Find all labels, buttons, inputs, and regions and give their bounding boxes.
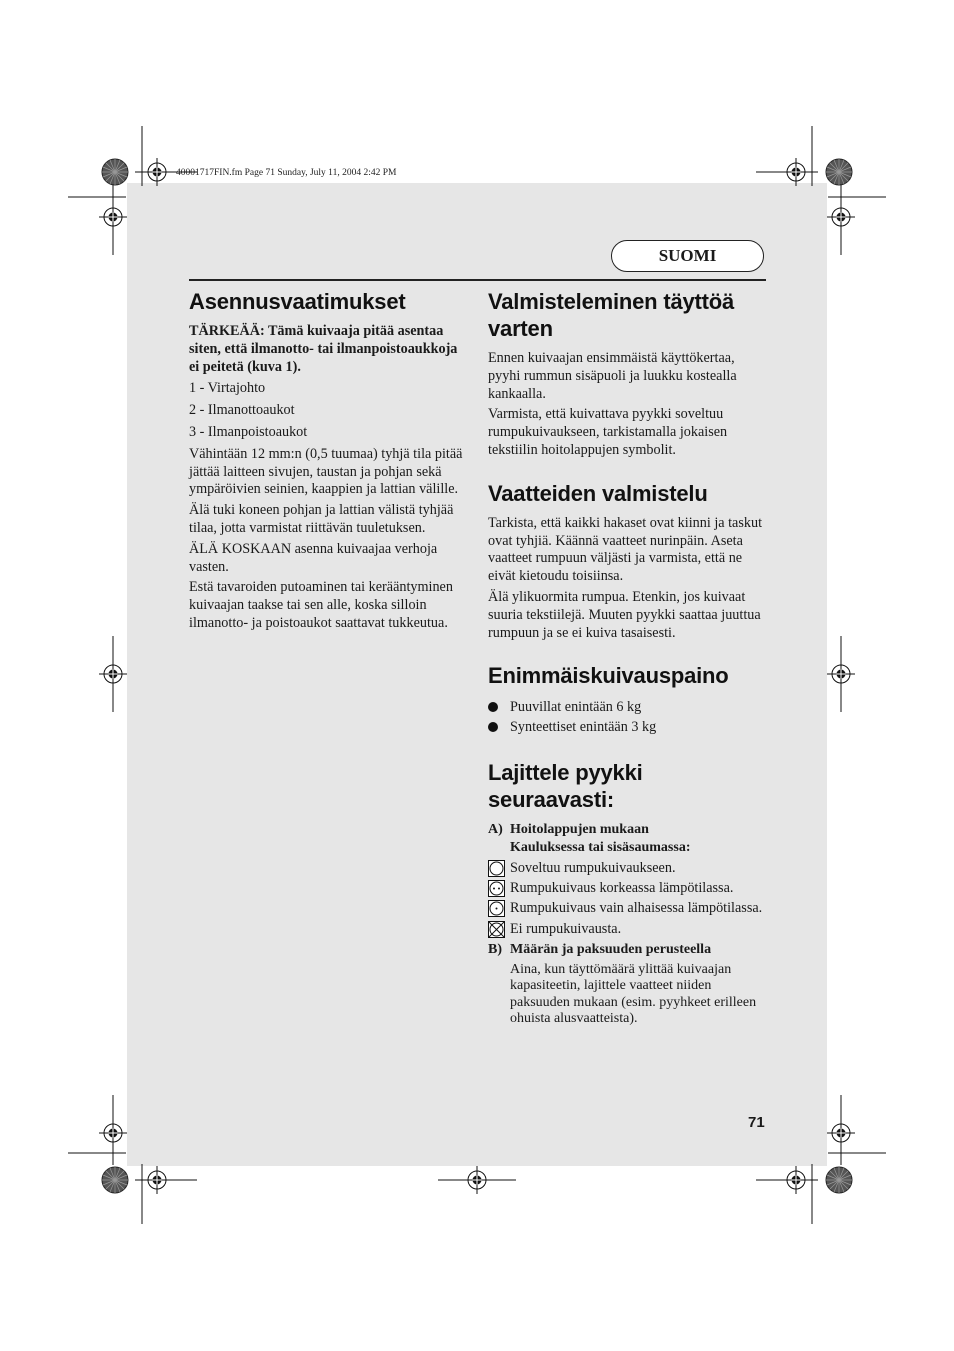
tumble-dry-low-icon: [488, 900, 505, 917]
symbol-row: [488, 880, 768, 897]
paragraph: Varmista, että kuivattava pyykki soveltuu rumpukuivaukseen, tarkistamalla jokaisen tekstiilin hoitolappujen symbolit.: [488, 406, 728, 458]
prep-section: [488, 288, 768, 460]
symbol-row: [488, 900, 768, 917]
list-item: 3 - Ilmanpoistoaukot: [189, 423, 308, 440]
option-title: Määrän ja paksuuden perusteella: [510, 942, 712, 958]
paragraph: Vähintään 12 mm:n (0,5 tuumaa) tyhjä tila pitää jättää laitteen sivujen, taustan ja pohjan sekä ympäröivien seinien, kaappien ja lattian välille.: [189, 445, 463, 498]
symbol-text: Rumpukuivaus vain alhaisessa lämpötilassa.: [510, 900, 763, 917]
bullet-icon: [488, 722, 498, 732]
installation-heading: Asennusvaatimukset: [189, 289, 406, 314]
important-note: TÄRKEÄÄ: Tämä kuivaaja pitää asentaa siten, että ilmanotto- tai ilmanpoistoaukkoja ei peitetä (kuva 1).: [189, 323, 458, 375]
list-item: [488, 697, 768, 717]
maxload-heading: Enimmäiskuivauspaino: [488, 663, 729, 689]
bullet-icon: [488, 702, 498, 712]
paragraph: Älä ylikuormita rumpua. Etenkin, jos kuivaat suuria tekstiilejä. Muuten pyykki saattaa juuttua rumpuun ja se ei kuiva tasaisesti.: [488, 588, 761, 641]
symbol-row: [488, 860, 768, 877]
left-column: [189, 288, 465, 636]
paragraph: ÄLÄ KOSKAAN asenna kuivaajaa verhoja vasten.: [189, 540, 438, 575]
paragraph: Estä tavaroiden putoaminen tai kerääntyminen kuivaajan taakse tai sen alle, koska silloin ilmanotto- ja poistoaukot saattavat tukkeutua.: [189, 579, 453, 631]
symbol-text: Rumpukuivaus korkeassa lämpötilassa.: [510, 879, 734, 896]
sort-section: [488, 759, 768, 1027]
symbol-text: Soveltuu rumpukuivaukseen.: [510, 859, 676, 876]
option-title: Hoitolappujen mukaan: [510, 822, 649, 838]
option-letter: A): [488, 822, 503, 838]
paragraph: Ennen kuivaajan ensimmäistä käyttökertaa, pyyhi rummun sisäpuoli ja luukku kostealla kankaalla.: [488, 350, 737, 402]
list-item: 2 - Ilmanottoaukot: [189, 402, 295, 419]
tumble-dry-high-icon: [488, 880, 505, 897]
top-rule: [189, 279, 766, 281]
list-item: 1 - Virtajohto: [189, 380, 266, 397]
symbol-row: [488, 921, 768, 938]
bullet-text: Synteettiset enintään 3 kg: [510, 719, 657, 736]
tumble-dry-icon: [488, 860, 505, 877]
language-badge: SUOMI: [611, 240, 764, 272]
right-column: [488, 288, 768, 1047]
option-subtitle: Kauluksessa tai sisäsaumassa:: [510, 839, 691, 855]
clothes-section: [488, 480, 768, 643]
no-tumble-dry-icon: [488, 921, 505, 938]
symbol-text: Ei rumpukuivausta.: [510, 920, 622, 937]
page-number: 71: [748, 1114, 765, 1131]
maxload-section: [488, 662, 768, 737]
sort-heading: Lajittele pyykki seuraavasti:: [488, 760, 643, 813]
option-letter: B): [488, 942, 502, 958]
file-header-meta: 40001717FIN.fm Page 71 Sunday, July 11, 2004 2:42 PM: [176, 168, 397, 178]
option-text: Aina, kun täyttömäärä ylittää kuivaajan kapasiteetin, lajittele vaatteet niiden paksuuden mukaan (esim. pyyhkeet erilleen ohuista alusvaatteista).: [510, 961, 757, 1026]
clothes-heading: Vaatteiden valmistelu: [488, 480, 708, 506]
prep-heading: Valmisteleminen täyttöä varten: [488, 289, 735, 341]
paragraph: Älä tuki koneen pohjan ja lattian välistä tyhjää tilaa, jotta varmistat riittävän tuuletuksen.: [189, 502, 454, 536]
paragraph: Tarkista, että kaikki hakaset ovat kiinni ja taskut ovat tyhjiä. Käännä vaatteet nurinpäin. Aseta vaatteet rumpuun väljästi ja varmista, että ne eivät kietoudu toisiinsa.: [488, 514, 763, 585]
sort-option-a: [488, 821, 768, 856]
sort-option-b: [488, 941, 768, 959]
bullet-text: Puuvillat enintään 6 kg: [510, 699, 642, 716]
list-item: [488, 717, 768, 737]
